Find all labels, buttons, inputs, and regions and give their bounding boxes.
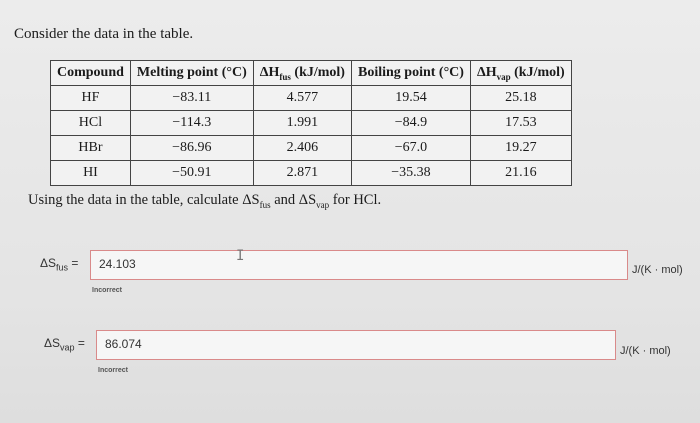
- table-cell: HBr: [51, 136, 131, 161]
- table-cell: 2.871: [253, 161, 351, 186]
- data-table: [50, 60, 572, 186]
- table-cell: HCl: [51, 111, 131, 136]
- table-row: [51, 136, 572, 161]
- table-cell: −67.0: [351, 136, 470, 161]
- header-compound: Compound: [51, 61, 131, 86]
- table-cell: −86.96: [130, 136, 253, 161]
- delta-s-fus-label: $\Delta S_{fus}$ =: [40, 256, 79, 273]
- table-row: [51, 86, 572, 111]
- delta-s-vap-label: $\Delta S_{vap}$ =: [44, 336, 85, 353]
- table-cell: −35.38: [351, 161, 470, 186]
- header-dh-fus: $\Delta H_{fus}$ (kJ/mol): [253, 61, 351, 86]
- table-cell: −84.9: [351, 111, 470, 136]
- table-cell: −114.3: [130, 111, 253, 136]
- header-dh-vap: $\Delta H_{vap}$ (kJ/mol): [470, 61, 571, 86]
- header-boiling-point: Boiling point (°C): [351, 61, 470, 86]
- delta-s-fus-input[interactable]: 24.103: [90, 250, 628, 280]
- table-cell: 2.406: [253, 136, 351, 161]
- delta-s-vap-input[interactable]: 86.074: [96, 330, 616, 360]
- table-cell: HI: [51, 161, 131, 186]
- prompt-text: Consider the data in the table.: [14, 26, 194, 42]
- text-cursor-icon: I: [236, 248, 245, 264]
- table-cell: 1.991: [253, 111, 351, 136]
- table-cell: 19.27: [470, 136, 571, 161]
- delta-s-vap-unit: J/(K · mol): [620, 345, 671, 357]
- table-cell: 4.577: [253, 86, 351, 111]
- table-cell: 21.16: [470, 161, 571, 186]
- table-cell: 17.53: [470, 111, 571, 136]
- table-header-row: [51, 61, 572, 86]
- question-text: Using the data in the table, calculate $\Delta S_{fus}$ and $\Delta S_{vap}$ for HCl.: [28, 192, 382, 210]
- table-cell: 25.18: [470, 86, 571, 111]
- table-cell: 19.54: [351, 86, 470, 111]
- table-row: [51, 111, 572, 136]
- delta-s-vap-feedback: Incorrect: [98, 367, 128, 374]
- table-cell: −50.91: [130, 161, 253, 186]
- table-row: [51, 161, 572, 186]
- table-cell: −83.11: [130, 86, 253, 111]
- delta-s-fus-unit: J/(K · mol): [632, 264, 683, 276]
- header-melting-point: Melting point (°C): [130, 61, 253, 86]
- delta-s-fus-feedback: Incorrect: [92, 287, 122, 294]
- table-cell: HF: [51, 86, 131, 111]
